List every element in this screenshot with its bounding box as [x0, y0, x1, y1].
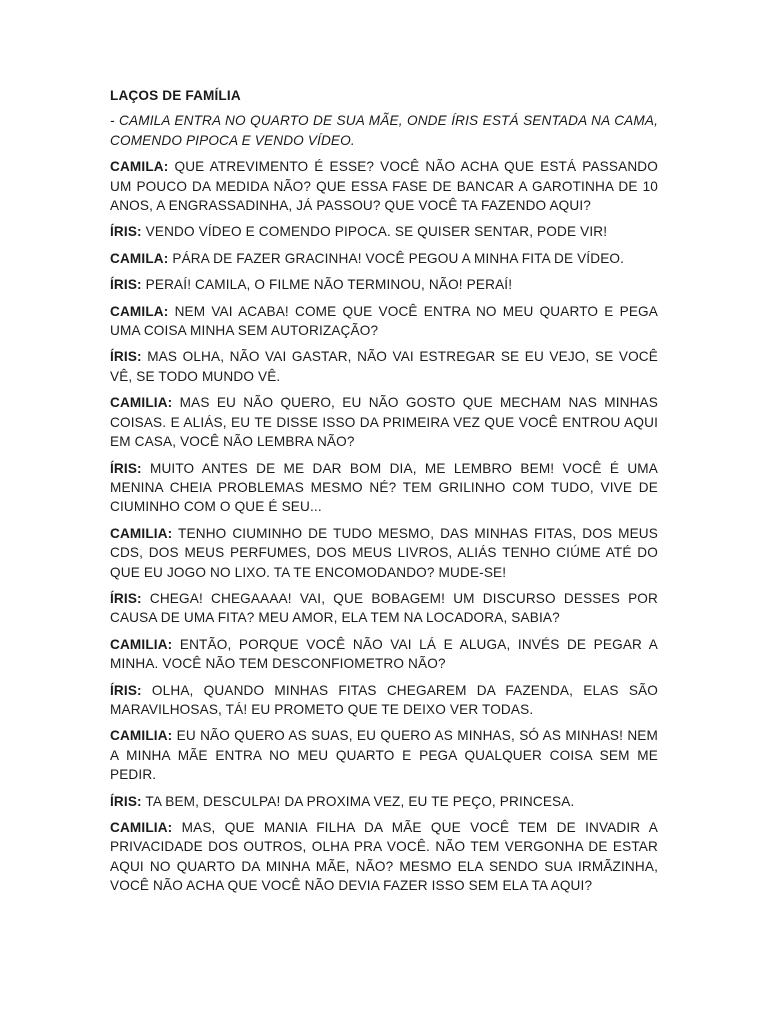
dialogue-text: MAS OLHA, NÃO VAI GASTAR, NÃO VAI ESTREGAR SE EU VEJO, SE VOCÊ VÊ, SE TODO MUNDO VÊ. [110, 349, 658, 384]
speaker-name: CAMILA: [110, 303, 169, 319]
speaker-name: ÍRIS: [110, 682, 142, 698]
speaker-name: CAMILIA: [110, 525, 173, 541]
stage-direction: - CAMILA ENTRA NO QUARTO DE SUA MÃE, ONDE ÍRIS ESTÁ SENTADA NA CAMA, COMENDO PIPOCA E VENDO VÍDEO. [110, 113, 658, 148]
document-page [110, 86, 658, 903]
dialogue-line [110, 302, 658, 341]
dialogue-text: PÁRA DE FAZER GRACINHA! VOCÊ PEGOU A MINHA FITA DE VÍDEO. [168, 250, 625, 266]
dialogue-text: TENHO CIUMINHO DE TUDO MESMO, DAS MINHAS FITAS, DOS MEUS CDS, DOS MEUS PERFUMES, DOS MEUS LIVROS, ALIÁS TENHO CIÚME ATÉ DO QUE EU JOGO NO LIXO. TA TE ENCOMODANDO? MUDE-SE! [110, 525, 658, 580]
dialogue-line [110, 459, 658, 517]
speaker-name: ÍRIS: [110, 460, 142, 476]
speaker-name: ÍRIS: [110, 224, 142, 240]
dialogue-text: CHEGA! CHEGAAAA! VAI, QUE BOBAGEM! UM DISCURSO DESSES POR CAUSA DE UMA FITA? MEU AMOR, ELA TEM NA LOCADORA, SABIA? [110, 590, 658, 626]
dialogue-line [110, 818, 658, 896]
dialogue-line [110, 726, 658, 784]
dialogue-line [110, 524, 658, 582]
dialogue-line [110, 249, 658, 268]
document-title: LAÇOS DE FAMÍLIA [110, 88, 241, 103]
speaker-name: CAMILA: [110, 250, 169, 266]
dialogue-text: VENDO VÍDEO E COMENDO PIPOCA. SE QUISER SENTAR, PODE VIR! [141, 224, 608, 240]
dialogue-line [110, 222, 658, 241]
dialogue-text: MAS, QUE MANIA FILHA DA MÃE QUE VOCÊ TEM DE INVADIR A PRIVACIDADE DOS OUTROS, OLHA PRA VOCÊ. NÃO TEM VERGONHA DE ESTAR AQUI NO QUARTO DA MINHA MÃE, NÃO? MESMO ELA SENDO SUA IRMÃZINHA, VOCÊ NÃO ACHA QUE VOCÊ NÃO DEVIA FAZER ISSO SEM ELA TA AQUI? [110, 820, 658, 894]
dialogue-line [110, 681, 658, 720]
dialogue-text: NEM VAI ACABA! COME QUE VOCÊ ENTRA NO MEU QUARTO E PEGA UMA COISA MINHA SEM AUTORIZAÇÃO? [110, 303, 658, 339]
speaker-name: CAMILIA: [110, 636, 173, 652]
speaker-name: CAMILIA: [110, 728, 173, 744]
dialogue-text: TA BEM, DESCULPA! DA PROXIMA VEZ, EU TE PEÇO, PRINCESA. [141, 793, 575, 809]
speaker-name: ÍRIS: [110, 349, 142, 365]
dialogue-text: OLHA, QUANDO MINHAS FITAS CHEGAREM DA FAZENDA, ELAS SÃO MARAVILHOSAS, TÁ! EU PROMETO QUE TE DEIXO VER TODAS. [110, 682, 658, 717]
dialogue-line [110, 393, 658, 451]
speaker-name: CAMILIA: [110, 395, 173, 411]
dialogue-text: EU NÃO QUERO AS SUAS, EU QUERO AS MINHAS, SÓ AS MINHAS! NEM A MINHA MÃE ENTRA NO MEU QUARTO E PEGA QUALQUER COISA SEM ME PEDIR. [110, 728, 658, 783]
dialogue-text: MAS EU NÃO QUERO, EU NÃO GOSTO QUE MECHAM NAS MINHAS COISAS. E ALIÁS, EU TE DISSE ISSO DA PRIMEIRA VEZ QUE VOCÊ ENTROU AQUI EM CASA, VOCÊ NÃO LEMBRA NÃO? [110, 395, 658, 450]
speaker-name: ÍRIS: [110, 590, 142, 606]
dialogue-text: MUITO ANTES DE ME DAR BOM DIA, ME LEMBRO BEM! VOCÊ É UMA MENINA CHEIA PROBLEMAS MESMO NÉ? TEM GRILINHO COM TUDO, VIVE DE CIUMINHO COM O QUE É SEU... [110, 460, 658, 515]
dialogue-line [110, 792, 658, 811]
dialogue-text: PERAÍ! CAMILA, O FILME NÃO TERMINOU, NÃO! PERAÍ! [141, 277, 513, 293]
speaker-name: ÍRIS: [110, 277, 142, 293]
dialogue-text: QUE ATREVIMENTO É ESSE? VOCÊ NÃO ACHA QUE ESTÁ PASSANDO UM POUCO DA MEDIDA NÃO? QUE ESSA FASE DE BANCAR A GAROTINHA DE 10 ANOS, A ENGRASSADINHA, JÁ PASSOU? QUE VOCÊ TA FAZENDO AQUI? [110, 159, 658, 214]
speaker-name: CAMILA: [110, 159, 169, 175]
dialogue-line [110, 157, 658, 215]
speaker-name: CAMILIA: [110, 820, 173, 835]
dialogue-line [110, 635, 658, 674]
dialogue-line [110, 275, 658, 294]
dialogue-text: ENTÃO, PORQUE VOCÊ NÃO VAI LÁ E ALUGA, INVÉS DE PEGAR A MINHA. VOCÊ NÃO TEM DESCONFIOMETRO NÃO? [110, 636, 658, 672]
dialogue-line [110, 589, 658, 628]
speaker-name: ÍRIS: [110, 793, 142, 809]
dialogue-line [110, 347, 658, 386]
